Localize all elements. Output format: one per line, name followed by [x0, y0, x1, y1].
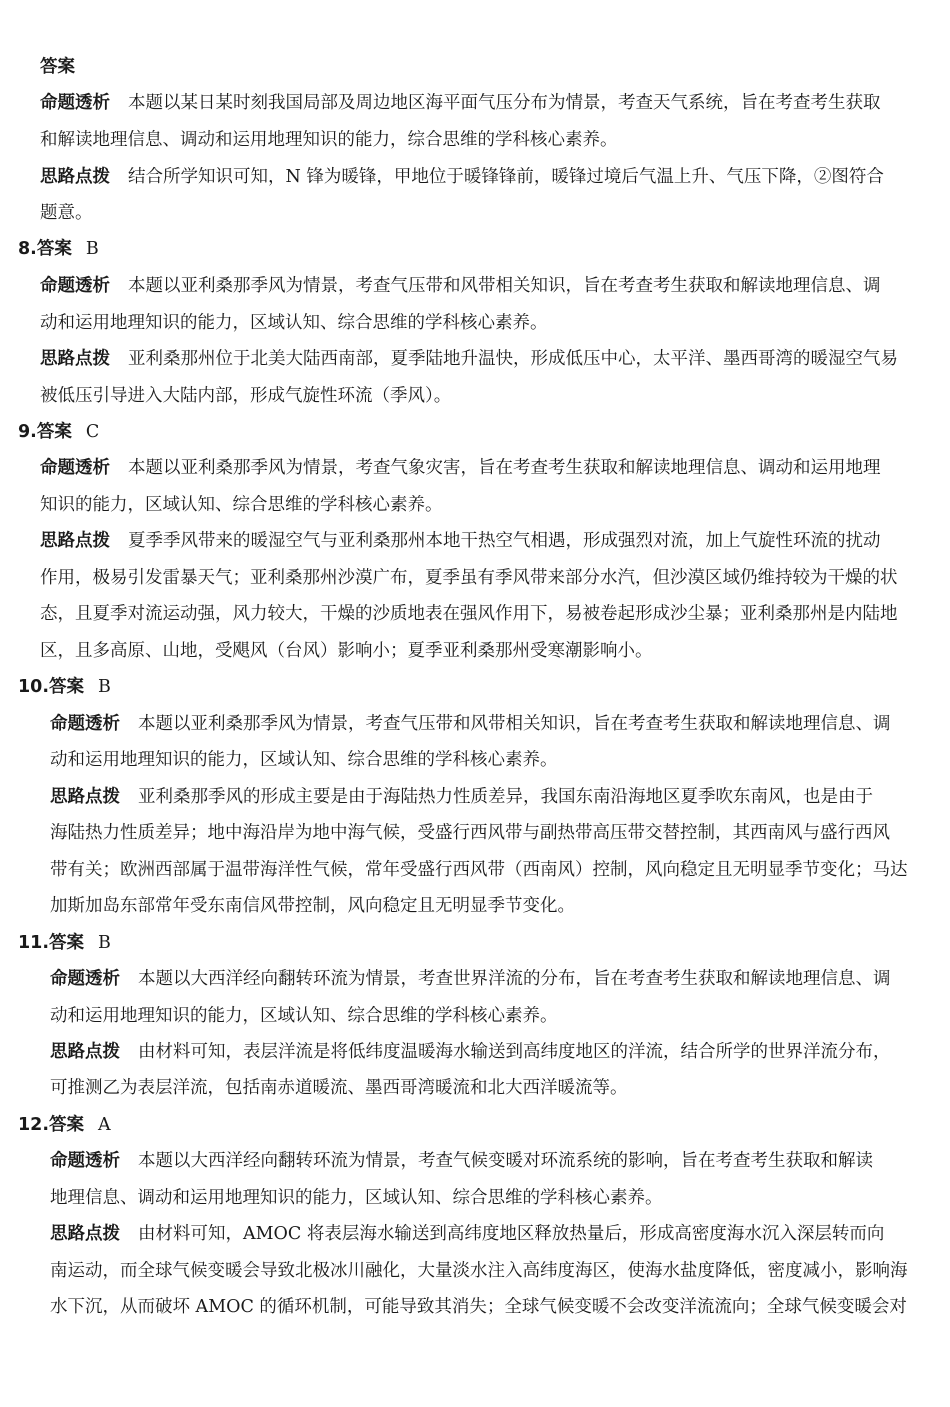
answer-value: B — [85, 239, 99, 259]
intent-line: 地理信息、调动和运用地理知识的能力，区域认知、综合思维的学科核心素养。 — [50, 1188, 663, 1208]
hint-text: 亚利桑那州位于北美大陆西南部，夏季陆地升温快，形成低压中心，太平洋、墨西哥湾的暖湿空气易 — [128, 349, 898, 369]
hint-line: 可推测乙为表层洋流，包括南赤道暖流、墨西哥湾暖流和北大西洋暖流等。 — [50, 1078, 628, 1098]
hint-line — [50, 785, 873, 809]
answer-value: C — [85, 422, 100, 442]
intent-label: 命题透析 — [50, 1151, 120, 1171]
intent-label: 命题透析 — [40, 93, 110, 113]
answer-label: 答案 — [36, 422, 72, 442]
answer-line — [18, 675, 111, 699]
intent-line — [40, 91, 881, 115]
answer-label: 答案 — [49, 677, 85, 697]
hint-label: 思路点拨 — [40, 167, 110, 187]
hint-label: 思路点拨 — [40, 349, 110, 369]
intent-line: 动和运用地理知识的能力，区域认知、综合思维的学科核心素养。 — [40, 313, 548, 333]
hint-label: 思路点拨 — [50, 1042, 120, 1062]
hint-text: 夏季季风带来的暖湿空气与亚利桑那州本地干热空气相遇，形成强烈对流，加上气旋性环流的扰动 — [128, 531, 881, 551]
hint-line — [50, 1222, 884, 1246]
question-number: 11. — [18, 933, 50, 953]
hint-text: 亚利桑那季风的形成主要是由于海陆热力性质差异，我国东南沿海地区夏季吹东南风，也是由于 — [138, 787, 873, 807]
hint-line: 水下沉，从而破坏 AMOC 的循环机制，可能导致其消失；全球气候变暖不会改变洋流流向；全球气候变暖会对 — [50, 1297, 907, 1317]
hint-line: 南运动，而全球气候变暖会导致北极冰川融化，大量淡水注入高纬度海区，使海水盐度降低，密度减小，影响海 — [50, 1261, 908, 1281]
intent-text: 本题以亚利桑那季风为情景，考查气压带和风带相关知识，旨在考查考生获取和解读地理信息、调 — [128, 276, 881, 296]
answer-line — [18, 1113, 111, 1137]
answer-line — [18, 931, 111, 955]
answer-label: 答案 — [49, 1115, 85, 1135]
hint-line: 加斯加岛东部常年受东南信风带控制，风向稳定且无明显季节变化。 — [50, 896, 575, 916]
hint-line: 带有关；欧洲西部属于温带海洋性气候，常年受盛行西风带（西南风）控制，风向稳定且无明显季节变化；马达 — [50, 860, 908, 880]
intent-text: 本题以某日某时刻我国局部及周边地区海平面气压分布为情景，考查天气系统，旨在考查考生获取 — [128, 93, 881, 113]
intent-line: 动和运用地理知识的能力，区域认知、综合思维的学科核心素养。 — [50, 750, 558, 770]
intent-text: 本题以亚利桑那季风为情景，考查气压带和风带相关知识，旨在考查考生获取和解读地理信息、调 — [138, 714, 891, 734]
question-number: 12. — [18, 1115, 50, 1135]
intent-label: 命题透析 — [40, 458, 110, 478]
question-number: 10. — [18, 677, 50, 697]
intent-label: 命题透析 — [50, 969, 120, 989]
intent-line: 动和运用地理知识的能力，区域认知、综合思维的学科核心素养。 — [50, 1006, 558, 1026]
intent-line: 知识的能力，区域认知、综合思维的学科核心素养。 — [40, 495, 443, 515]
answer-label: 答案 — [36, 239, 72, 259]
intent-line: 和解读地理信息、调动和运用地理知识的能力，综合思维的学科核心素养。 — [40, 130, 618, 150]
hint-label: 思路点拨 — [40, 531, 110, 551]
hint-line — [40, 347, 898, 371]
answer-value: A — [98, 1115, 111, 1135]
hint-line — [40, 165, 884, 189]
intent-line — [40, 456, 881, 480]
intent-text: 本题以亚利桑那季风为情景，考查气象灾害，旨在考查考生获取和解读地理信息、调动和运用地理 — [128, 458, 881, 478]
intent-label: 命题透析 — [40, 276, 110, 296]
intent-line — [50, 712, 891, 736]
answer-label: 答案 — [49, 933, 85, 953]
answer-value: B — [98, 677, 111, 697]
hint-line: 被低压引导进入大陆内部，形成气旋性环流（季风）。 — [40, 386, 452, 406]
intent-line — [40, 274, 881, 298]
hint-label: 思路点拨 — [50, 1224, 120, 1244]
intent-text: 本题以大西洋经向翻转环流为情景，考查世界洋流的分布，旨在考查考生获取和解读地理信息、调 — [138, 969, 891, 989]
hint-line: 海陆热力性质差异；地中海沿岸为地中海气候，受盛行西风带与副热带高压带交替控制，其西南风与盛行西风 — [50, 823, 890, 843]
answer-label: 答案 — [40, 57, 75, 77]
hint-line: 区，且多高原、山地，受飓风（台风）影响小；夏季亚利桑那州受寒潮影响小。 — [40, 641, 653, 661]
hint-line — [40, 529, 881, 553]
hint-line: 态，且夏季对流运动强，风力较大，干燥的沙质地表在强风作用下，易被卷起形成沙尘暴；亚利桑那州是内陆地 — [40, 604, 898, 624]
answer-line — [40, 55, 75, 79]
hint-text: 由材料可知，表层洋流是将低纬度温暖海水输送到高纬度地区的洋流，结合所学的世界洋流分布， — [138, 1042, 891, 1062]
intent-line — [50, 967, 891, 991]
question-number: 8. — [18, 239, 37, 259]
hint-text: 由材料可知，AMOC 将表层海水输送到高纬度地区释放热量后，形成高密度海水沉入深层转而向 — [138, 1224, 885, 1244]
intent-line — [50, 1149, 873, 1173]
hint-line — [50, 1040, 891, 1064]
hint-line: 题意。 — [40, 203, 93, 223]
hint-line: 作用，极易引发雷暴天气；亚利桑那州沙漠广布，夏季虽有季风带来部分水汽，但沙漠区域仍维持较为干燥的状 — [40, 568, 898, 588]
hint-label: 思路点拨 — [50, 787, 120, 807]
hint-text: 结合所学知识可知，N 锋为暖锋，甲地位于暖锋锋前，暖锋过境后气温上升、气压下降，②图符合 — [128, 167, 884, 187]
answer-line — [18, 420, 99, 444]
answer-line — [18, 237, 99, 261]
intent-text: 本题以大西洋经向翻转环流为情景，考查气候变暖对环流系统的影响，旨在考查考生获取和解读 — [138, 1151, 873, 1171]
question-number: 9. — [18, 422, 37, 442]
answer-value: B — [98, 933, 111, 953]
intent-label: 命题透析 — [50, 714, 120, 734]
